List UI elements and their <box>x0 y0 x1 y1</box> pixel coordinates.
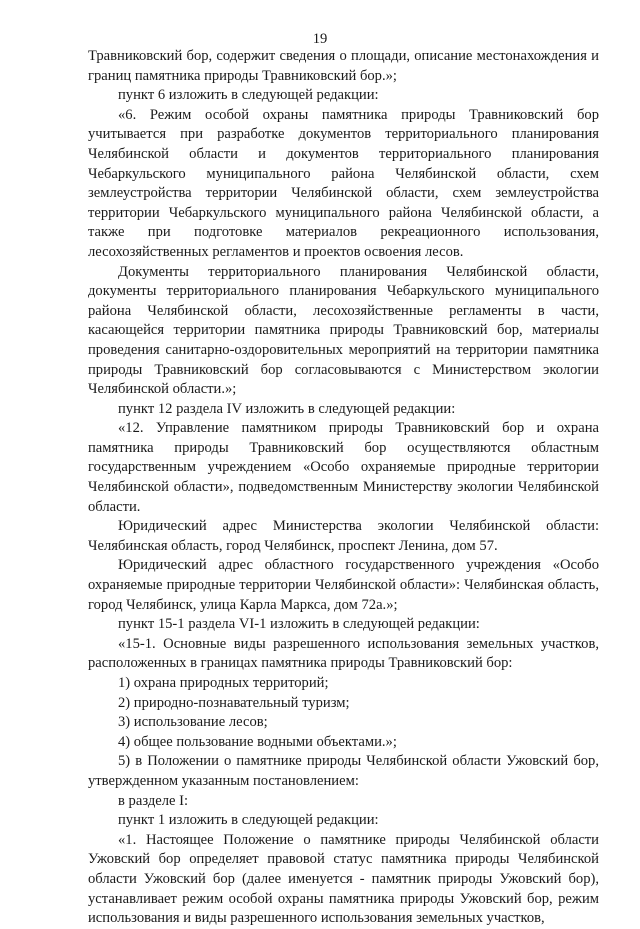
paragraph: пункт 12 раздела IV изложить в следующей редакции: <box>118 400 456 417</box>
paragraph: «12. Управление памятником природы Травниковский бор и охрана памятника природы Травниковский бор осуществляются областным государственным учреждением «Особо охраняемые природные территории Челябинской области», подведомственным Министерству экологии Челябинской области. <box>88 420 599 515</box>
paragraph: «15-1. Основные виды разрешенного использования земельных участков, расположенных в границах памятника природы Травниковский бор: <box>88 635 599 672</box>
paragraph: Травниковский бор, содержит сведения о площади, описание местонахождения и границ памятника природы Травниковский бор.»; <box>88 48 599 84</box>
paragraph: 4) общее пользование водными объектами.»; <box>118 733 397 750</box>
paragraph: «1. Настоящее Положение о памятнике природы Челябинской области Ужовский бор определяет правовой статус памятника природы Челябинской области Ужовский бор (далее именуется - памятник природы Ужовский бор), устанавливает режим особой охраны памятника природы Ужовский бор, режим использования и виды разрешенного использования земельных участков, <box>88 831 599 927</box>
page-number: 19 <box>312 31 328 47</box>
paragraph: 5) в Положении о памятнике природы Челябинской области Ужовский бор, утвержденном указанным постановлением: <box>88 753 599 789</box>
paragraph: Документы территориального планирования Челябинской области, документы территориального планирования Чебаркульского муниципального района Челябинской области, лесохозяйственные регламенты в части, касающейся территории памятника природы Травниковский бор, материалы проведения санитарно-оздоровительных мероприятий на территории памятника природы Травниковский бор согласовываются с Министерством экологии Челябинской области.»; <box>88 263 599 398</box>
document-body <box>88 47 599 929</box>
paragraph: в разделе I: <box>118 792 189 809</box>
paragraph: 3) использование лесов; <box>118 714 268 731</box>
paragraph: 2) природно-познавательный туризм; <box>118 694 350 711</box>
paragraph: «6. Режим особой охраны памятника природы Травниковский бор учитывается при разработке документов территориального планирования Челябинской области и документов территориального планирования Чебаркульского муниципального района Челябинской области, схем землеустройства территории Челябинской области, схем землеустройства территории Чебаркульского муниципального района Челябинской области, а также при подготовке материалов рекреационного использования, лесохозяйственных регламентов и проектов освоения лесов. <box>88 106 599 260</box>
paragraph: 1) охрана природных территорий; <box>118 675 329 691</box>
paragraph: Юридический адрес областного государственного учреждения «Особо охраняемые природные территории Челябинской области»: Челябинская область, город Челябинск, улица Карла Маркса, дом 72а.»; <box>88 557 599 613</box>
paragraph: Юридический адрес Министерства экологии Челябинской области: Челябинская область, город Челябинск, проспект Ленина, дом 57. <box>88 518 599 554</box>
paragraph: пункт 1 изложить в следующей редакции: <box>118 812 379 829</box>
paragraph: пункт 15-1 раздела VI-1 изложить в следующей редакции: <box>118 616 480 633</box>
paragraph: пункт 6 изложить в следующей редакции: <box>118 87 379 104</box>
